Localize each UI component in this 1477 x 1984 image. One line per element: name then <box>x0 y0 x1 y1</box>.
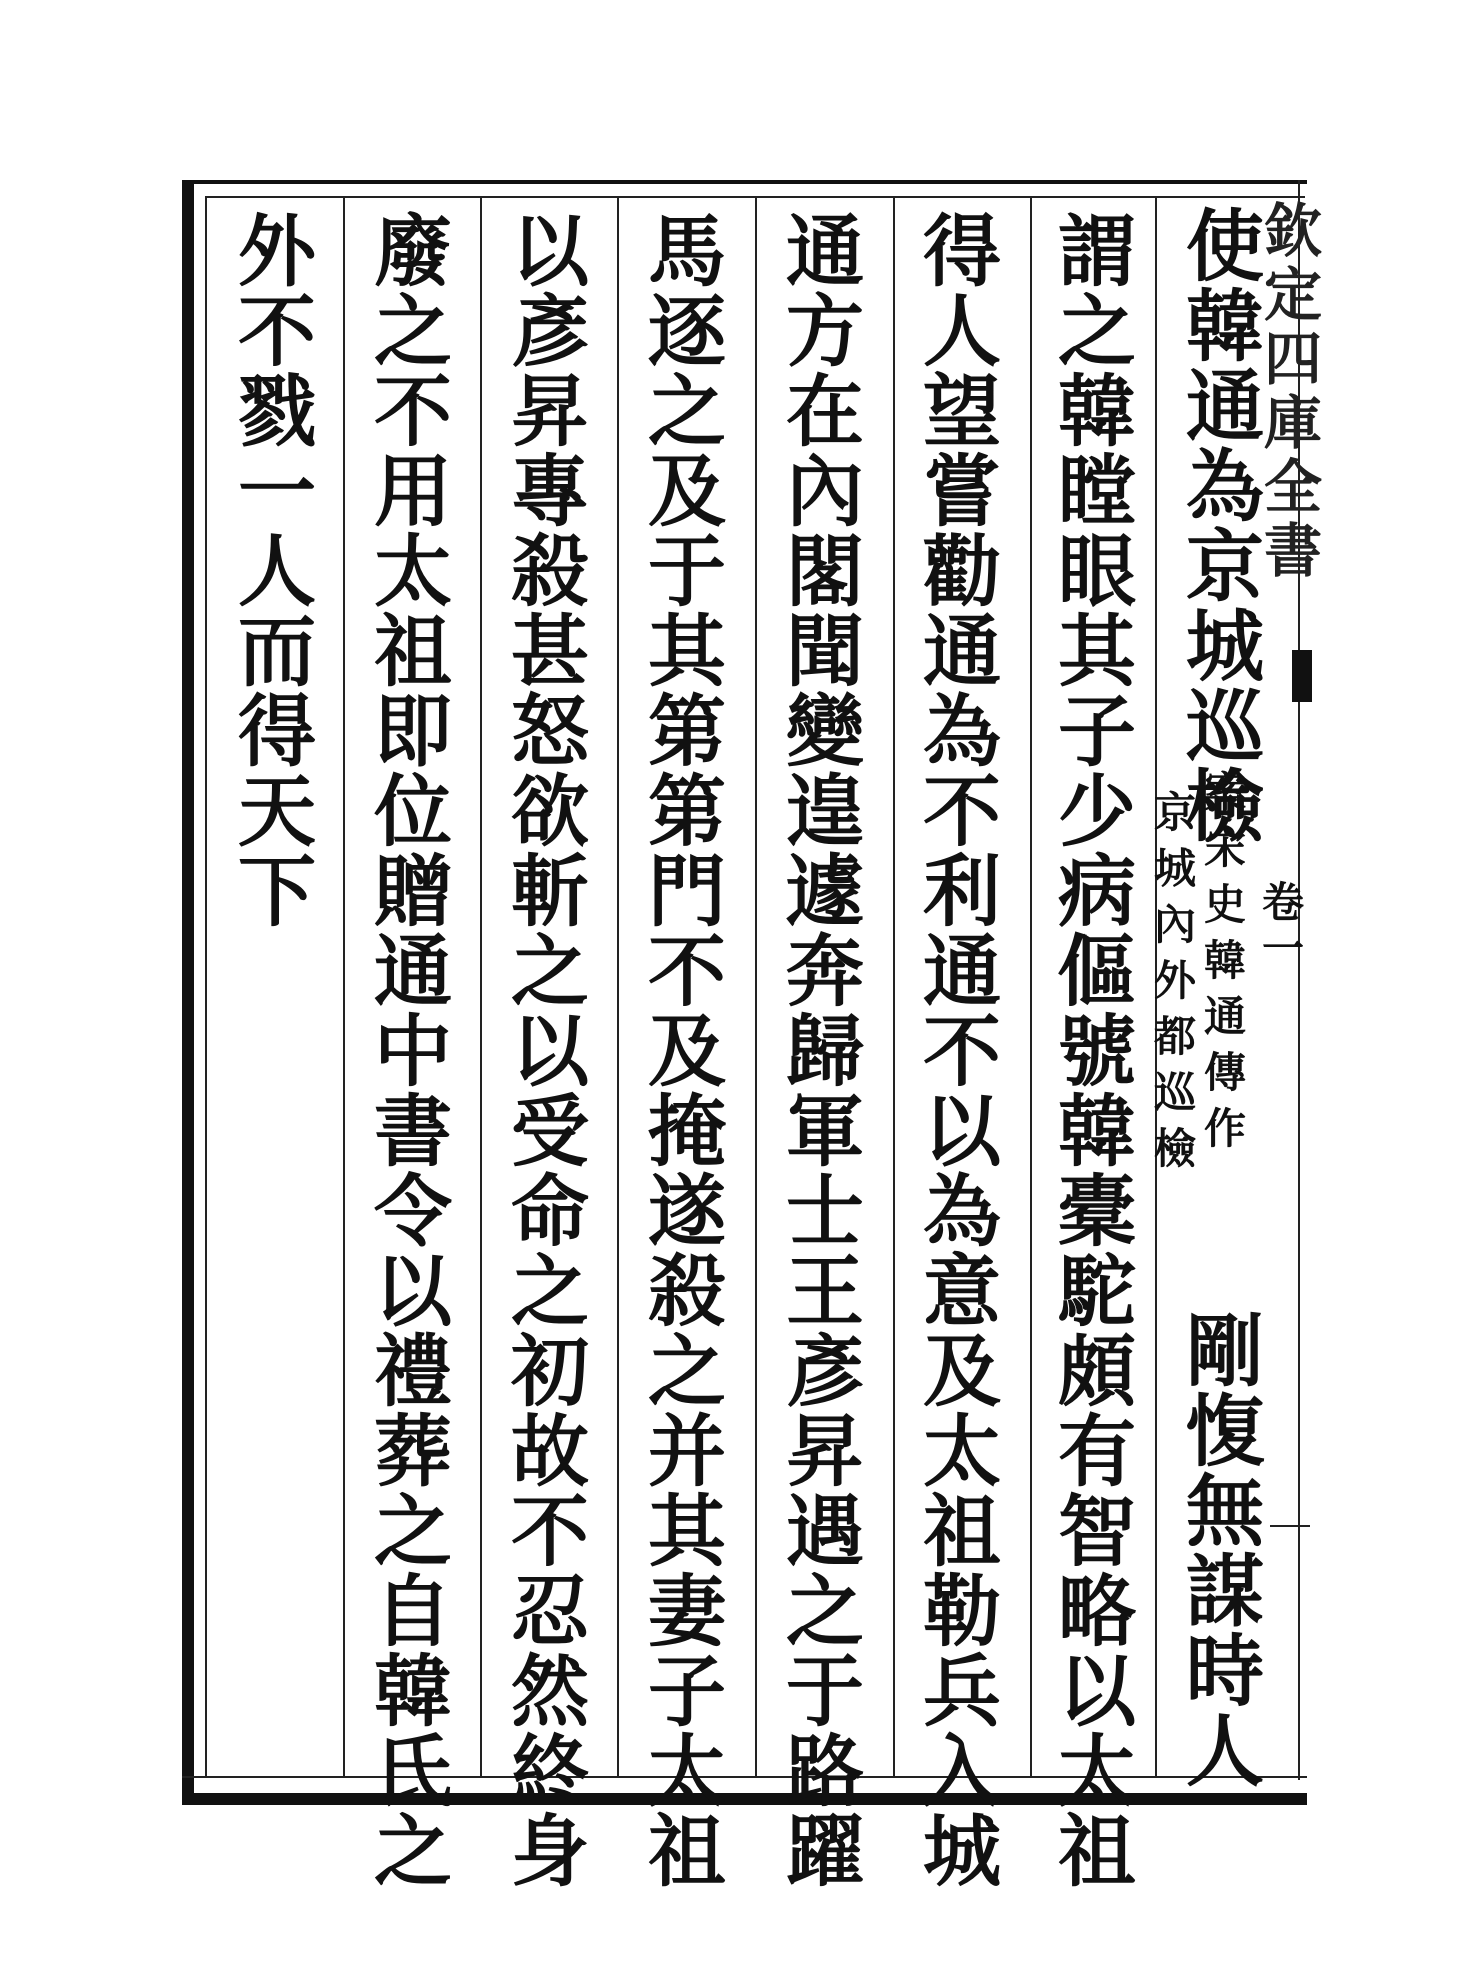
text-column-1-tail: 剛愎無謀時人 <box>1173 1310 1264 1790</box>
column-divider <box>480 196 482 1776</box>
column-divider <box>343 196 345 1776</box>
annotation-left: 京城內外都巡檢 <box>1148 790 1197 1182</box>
text-column-6: 以彥昇專殺甚怒欲斬之以受命之初故不忍然終身 <box>498 210 589 1890</box>
text-column-5: 馬逐之及于其第第門不及掩遂殺之并其妻子太祖 <box>635 210 726 1890</box>
text-column-4: 通方在內閣聞變遑遽奔歸軍士王彥昇遇之于路躍 <box>773 210 864 1890</box>
annotation-right: 案宋史韓通傳作 <box>1198 770 1247 1162</box>
margin-rule <box>1270 1525 1310 1527</box>
margin-juan-number: 卷一 <box>1256 880 1305 972</box>
column-divider <box>1030 196 1032 1776</box>
text-column-8: 外不戮一人而得天下 <box>225 210 316 930</box>
column-divider <box>755 196 757 1776</box>
margin-book-title: 欽定四庫全書 <box>1254 200 1322 584</box>
text-column-7: 廢之不用太祖即位贈通中書令以禮葬之自韓氏之 <box>361 210 452 1890</box>
column-divider <box>617 196 619 1776</box>
fish-tail-mark <box>1292 650 1312 702</box>
text-column-1-head: 使韓通為京城巡檢 <box>1173 205 1264 845</box>
text-column-3: 得人望嘗勸通為不利通不以為意及太祖勒兵入城 <box>910 210 1001 1890</box>
text-column-2: 謂之韓瞠眼其子少病傴號韓橐駝頗有智略以太祖 <box>1045 210 1136 1890</box>
column-divider <box>893 196 895 1776</box>
frame-inner-left-rule <box>205 196 207 1776</box>
